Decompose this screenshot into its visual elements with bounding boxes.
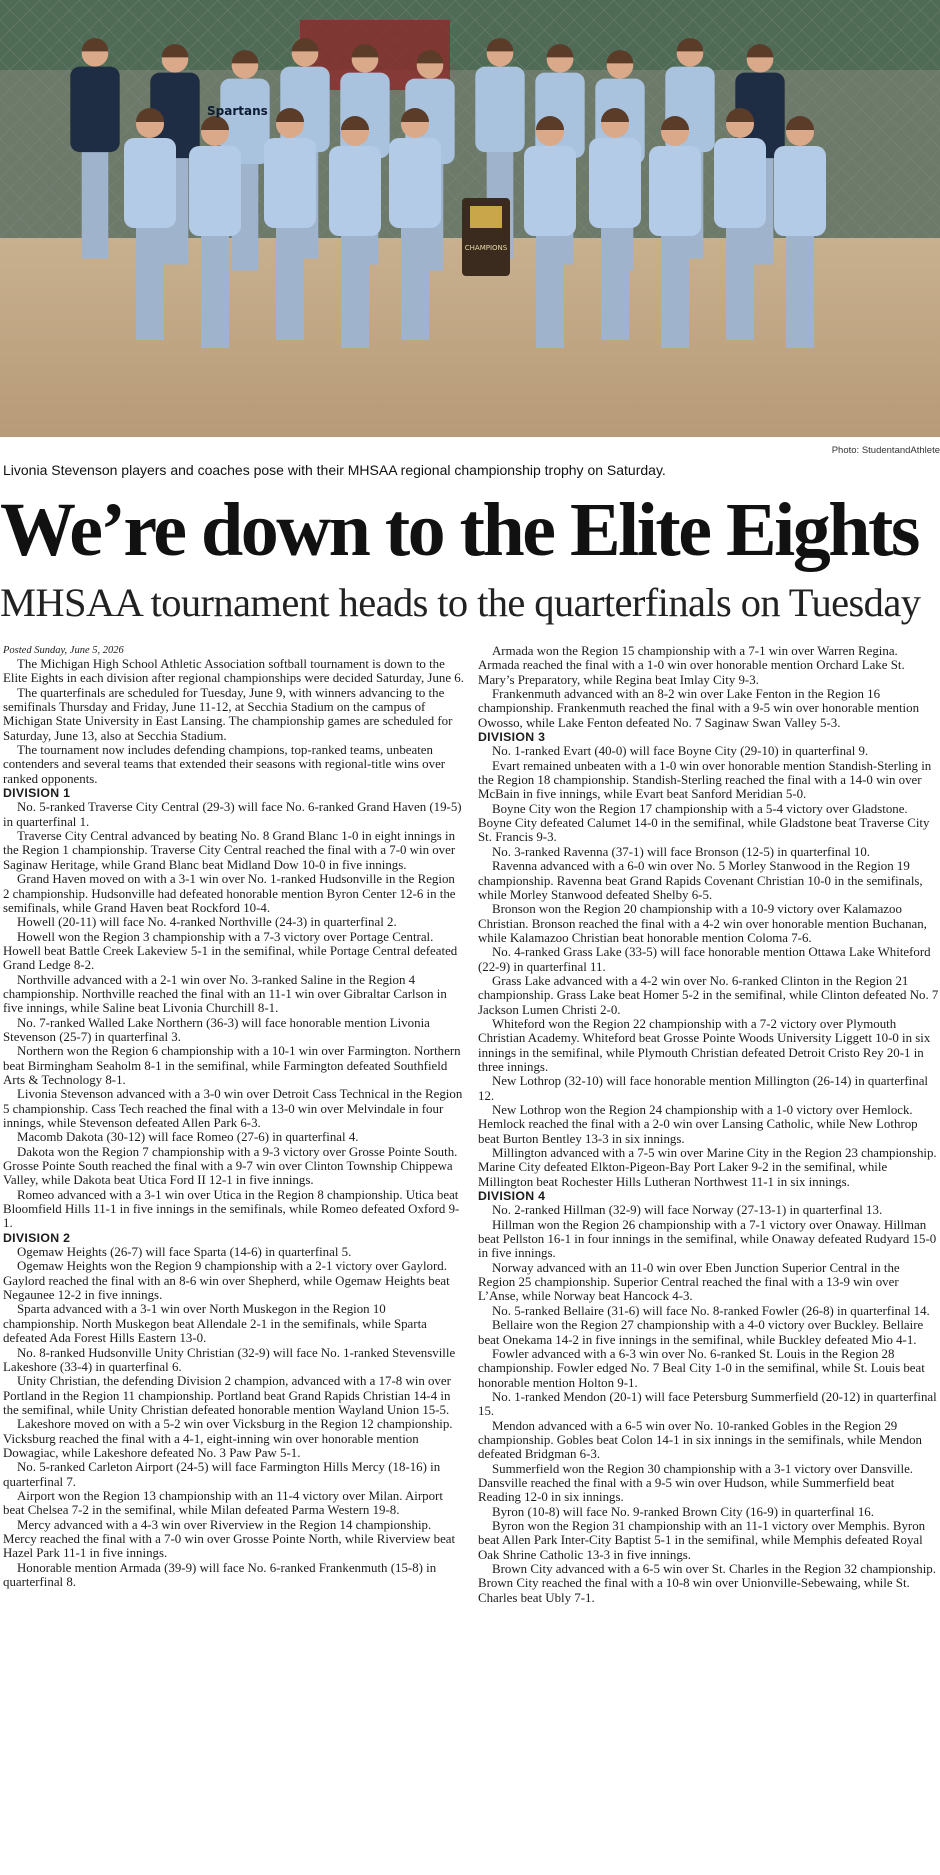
article-column-right	[478, 644, 939, 1605]
article-paragraph: No. 4-ranked Grass Lake (33-5) will face honorable mention Ottawa Lake Whiteford (22-9) in quarterfinal 11.	[478, 945, 931, 974]
right-column-body	[478, 644, 939, 1605]
banner-text: Spartans	[207, 104, 268, 118]
article-paragraph: No. 3-ranked Ravenna (37-1) will face Bronson (12-5) in quarterfinal 10.	[492, 844, 871, 859]
article-paragraph: Ogemaw Heights (26-7) will face Sparta (14-6) in quarterfinal 5.	[17, 1245, 352, 1260]
article-paragraph: Ravenna advanced with a 6-0 win over No. 5 Morley Stanwood in the Region 19 championship. Ravenna beat Grand Rapids Covenant Christian 10-0 in the semifinals, while Morley Stanwood defeated Shelby 6-5.	[478, 859, 923, 902]
article-paragraph: Livonia Stevenson advanced with a 3-0 win over Detroit Cass Technical in the Region 5 championship. Cass Tech reached the final with a 13-0 win over Melvindale in four innings, while Stevenson defeated Allen Park 6-3.	[3, 1087, 463, 1130]
article-paragraph: No. 1-ranked Evart (40-0) will face Boyne City (29-10) in quarterfinal 9.	[492, 744, 869, 759]
article-paragraph: Lakeshore moved on with a 5-2 win over Vicksburg in the Region 12 championship. Vicksburg reached the final with a 4-1, eight-inning win over honorable mention Dowagiac, while Lakeshore defeated No. 3 Paw Paw 5-1.	[3, 1417, 453, 1460]
photo-credit: Photo: StudentandAthlete	[831, 445, 940, 456]
article-paragraph: Hillman won the Region 26 championship with a 7-1 victory over Onaway. Hillman beat Pellston 16-1 in four innings in the semifinal, while Onaway defeated Rudyard 15-0 in five innings.	[478, 1217, 937, 1261]
team-photo-illustration	[0, 0, 940, 437]
article-paragraph: Brown City advanced with a 6-5 win over St. Charles in the Region 32 championship. Brown City reached the final with a 10-8 win over Unionville-Sebewaing, while St. Charles beat Ubly 7-1.	[478, 1562, 936, 1605]
article-paragraph: Grand Haven moved on with a 3-1 win over No. 1-ranked Hudsonville in the Region 2 championship. Hudsonville had defeated honorable mention Byron Center 12-6 in the semifinals, while Grand Haven beat Rockford 10-4.	[3, 872, 456, 915]
photo-caption: Livonia Stevenson players and coaches pose with their MHSAA regional championship trophy on Saturday.	[3, 462, 666, 478]
article-paragraph: Evart remained unbeaten with a 1-0 win over honorable mention Standish-Sterling in the Region 18 championship. Standish-Sterling reached the final with a 14-0 win over McBain in five innings, while Evart beat Sanford Meridian 5-0.	[478, 758, 932, 802]
article-paragraph: Mendon advanced with a 6-5 win over No. 10-ranked Gobles in the Region 29 championship. Gobles beat Colon 14-1 in six innings in the semifinals, while Mendon defeated Bridgman 6-3.	[478, 1418, 922, 1462]
division-heading: DIVISION 3	[478, 730, 546, 745]
article-paragraph: Summerfield won the Region 30 championship with a 3-1 victory over Dansville. Dansville reached the final with a 9-5 win over Hudson, while Summerfield beat Reading 12-0 in six innings.	[478, 1461, 914, 1505]
article-paragraph: Traverse City Central advanced by beating No. 8 Grand Blanc 1-0 in eight innings in the Region 1 championship. Traverse City Central reached the final with a 7-0 win over Saginaw Heritage, while Grand Blanc beat Midland Dow 10-0 in five innings.	[3, 829, 456, 872]
article-paragraph: Armada won the Region 15 championship with a 7-1 win over Warren Regina. Armada reached the final with a 1-0 win over honorable mention Orchard Lake St. Mary’s Preparatory, while Regina beat Imlay City 9-3.	[478, 644, 905, 687]
trophy-label: CHAMPIONS	[464, 244, 508, 252]
article-paragraph: Norway advanced with an 11-0 win over Eben Junction Superior Central in the Region 25 championship. Superior Central reached the final with a 13-9 win over L’Anse, while Norway beat Hancock 4-3.	[478, 1260, 900, 1304]
article-paragraph: No. 5-ranked Traverse City Central (29-3) will face No. 6-ranked Grand Haven (19-5) in quarterfinal 1.	[3, 800, 462, 829]
article-paragraph: Bronson won the Region 20 championship with a 10-9 victory over Kalamazoo Christian. Bronson reached the final with a 4-2 win over honorable mention Buchanan, while Kalamazoo Christian beat honorable mention Coloma 7-6.	[478, 902, 927, 945]
article-paragraph: Frankenmuth advanced with an 8-2 win over Lake Fenton in the Region 16 championship. Frankenmuth reached the final with a 9-5 win over honorable mention Owosso, while Lake Fenton defeated No. 7 Saginaw Swan Valley 5-3.	[478, 687, 920, 730]
division-heading: DIVISION 4	[478, 1189, 546, 1204]
division-heading: DIVISION 2	[3, 1230, 71, 1245]
article-paragraph: Unity Christian, the defending Division 2 champion, advanced with a 17-8 win over Portland in the Region 11 championship. Portland beat Grand Rapids Christian 14-4 in the semifinal, while Unity Christian defeated honorable mention Wayland Union 15-5.	[3, 1374, 451, 1417]
article-paragraph: Whiteford won the Region 22 championship with a 7-2 victory over Plymouth Christian Academy. Whiteford beat Grosse Pointe Woods University Liggett 10-0 in six innings in the semifinal, while Plymouth Christian defeated Detroit Cristo Rey 20-1 in three innings.	[478, 1016, 931, 1074]
article-paragraph: Boyne City won the Region 17 championship with a 5-4 victory over Gladstone. Boyne City defeated Calumet 14-0 in the semifinal, while Gladstone beat Traverse City St. Francis 9-3.	[478, 801, 930, 845]
article-paragraph: New Lothrop (32-10) will face honorable mention Millington (26-14) in quarterfinal 12.	[478, 1074, 929, 1103]
article-paragraph: No. 1-ranked Mendon (20-1) will face Petersburg Summerfield (20-12) in quarterfinal 15.	[478, 1389, 937, 1419]
article-paragraph: Bellaire won the Region 27 championship with a 4-0 victory over Buckley. Bellaire beat Onekama 14-2 in five innings in the semifinal, while Buckley defeated Mio 4-1.	[478, 1318, 924, 1347]
team-photo	[0, 0, 940, 437]
article-paragraph: Ogemaw Heights won the Region 9 championship with a 2-1 victory over Gaylord. Gaylord reached the final with an 8-6 win over Shepherd, while Ogemaw Heights beat Negaunee 12-2 in five innings.	[3, 1259, 450, 1303]
article-paragraph: Macomb Dakota (30-12) will face Romeo (27-6) in quarterfinal 4.	[17, 1130, 359, 1145]
article-paragraph: Dakota won the Region 7 championship with a 9-3 victory over Grosse Pointe South. Grosse Pointe South reached the final with a 9-7 win over Clinton Township Chippewa Valley, while Dakota beat Utica Ford II 12-1 in five innings.	[3, 1144, 458, 1188]
article-paragraph: Sparta advanced with a 3-1 win over North Muskegon in the Region 10 championship. North Muskegon beat Allendale 2-1 in the semifinals, while Sparta defeated Ada Forest Hills Eastern 13-0.	[3, 1302, 427, 1346]
article-paragraph: Howell won the Region 3 championship with a 7-3 victory over Portage Central. Howell beat Battle Creek Lakeview 5-1 in the semifinal, while Portage Central defeated Grand Ledge 8-2.	[3, 929, 458, 973]
left-column-body	[3, 657, 464, 1589]
article-paragraph: New Lothrop won the Region 24 championship with a 1-0 victory over Hemlock. Hemlock reached the final with a 2-0 win over Lansing Catholic, while New Lothrop beat Burton Bentley 13-3 in six innings.	[478, 1103, 918, 1146]
posted-date: Posted Sunday, June 5, 2026	[3, 645, 124, 656]
article-paragraph: The quarterfinals are scheduled for Tuesday, June 9, with winners advancing to the semifinals Thursday and Friday, June 11-12, at Secchia Stadium on the campus of Michigan State University in East Lansing. The championship games are scheduled for Saturday, June 13, also at Secchia Stadium.	[3, 685, 453, 743]
article-column-left	[3, 644, 464, 1589]
article-paragraph: Romeo advanced with a 3-1 win over Utica in the Region 8 championship. Utica beat Bloomfield Hills 11-1 in five innings in the semifinals, while Romeo defeated Oxford 9-1.	[3, 1187, 460, 1231]
subheadline: MHSAA tournament heads to the quarterfinals on Tuesday	[0, 580, 921, 625]
article-paragraph: Howell (20-11) will face No. 4-ranked Northville (24-3) in quarterfinal 2.	[17, 915, 397, 930]
article-paragraph: Northville advanced with a 2-1 win over No. 3-ranked Saline in the Region 4 championship. Northville reached the final with an 11-1 win over Gibraltar Carlson in five innings, while Saline beat Livonia Churchill 8-1.	[3, 972, 447, 1016]
article-paragraph: Byron won the Region 31 championship with an 11-1 victory over Memphis. Byron beat Allen Park Inter-City Baptist 5-1 in the semifinal, while Memphis defeated Royal Oak Shrine Catholic 13-3 in five innings.	[478, 1518, 926, 1562]
article-paragraph: Airport won the Region 13 championship with an 11-4 victory over Milan. Airport beat Chelsea 7-2 in the semifinal, while Milan defeated Parma Western 19-8.	[3, 1488, 443, 1518]
article-paragraph: No. 7-ranked Walled Lake Northern (36-3) will face honorable mention Livonia Stevenson (25-7) in quarterfinal 3.	[3, 1015, 430, 1044]
article-paragraph: Grass Lake advanced with a 4-2 win over No. 6-ranked Clinton in the Region 21 championship. Grass Lake beat Homer 5-2 in the semifinal, while Clinton defeated No. 7 Jackson Lumen Christi 2-0.	[478, 973, 939, 1017]
article-paragraph: No. 8-ranked Hudsonville Unity Christian (32-9) will face No. 1-ranked Stevensville Lakeshore (33-4) in quarterfinal 6.	[3, 1345, 456, 1374]
article-paragraph: Mercy advanced with a 4-3 win over Riverview in the Region 14 championship. Mercy reached the final with a 7-0 win over Grosse Pointe North, while Riverview beat Hazel Park 11-1 in five innings.	[3, 1517, 456, 1561]
article-paragraph: Byron (10-8) will face No. 9-ranked Brown City (16-9) in quarterfinal 16.	[492, 1504, 874, 1519]
article-paragraph: No. 2-ranked Hillman (32-9) will face Norway (27-13-1) in quarterfinal 13.	[492, 1203, 883, 1218]
article-paragraph: No. 5-ranked Bellaire (31-6) will face No. 8-ranked Fowler (26-8) in quarterfinal 14.	[492, 1303, 930, 1318]
article-paragraph: Northern won the Region 6 championship with a 10-1 win over Farmington. Northern beat Birmingham Seaholm 8-1 in the semifinal, while Farmington defeated Southfield Arts & Technology 8-1.	[3, 1044, 461, 1087]
article-paragraph: No. 5-ranked Carleton Airport (24-5) will face Farmington Hills Mercy (18-16) in quarterfinal 7.	[3, 1460, 441, 1489]
headline: We’re down to the Elite Eights	[0, 488, 918, 572]
article-paragraph: The Michigan High School Athletic Association softball tournament is down to the Elite Eights in each division after regional championships were decided Saturday, June 6.	[3, 657, 464, 686]
trophy	[462, 198, 510, 276]
article-paragraph: Millington advanced with a 7-5 win over Marine City in the Region 23 championship. Marine City defeated Elkton-Pigeon-Bay Port Laker 9-2 in the semifinal, while Millington beat Rochester Hills Lutheran Northwest 11-1 in six innings.	[478, 1146, 937, 1189]
article-paragraph: The tournament now includes defending champions, top-ranked teams, unbeaten contenders and several teams that extended their seasons with regional-title wins over ranked opponents.	[3, 743, 446, 786]
division-heading: DIVISION 1	[3, 786, 71, 801]
article-paragraph: Fowler advanced with a 6-3 win over No. 6-ranked St. Louis in the Region 28 championship. Fowler edged No. 7 Beal City 1-0 in the semifinal, while St. Louis beat honorable mention Holton 9-1.	[478, 1346, 925, 1390]
article-paragraph: Honorable mention Armada (39-9) will face No. 6-ranked Frankenmuth (15-8) in quarterfinal 8.	[3, 1560, 437, 1589]
